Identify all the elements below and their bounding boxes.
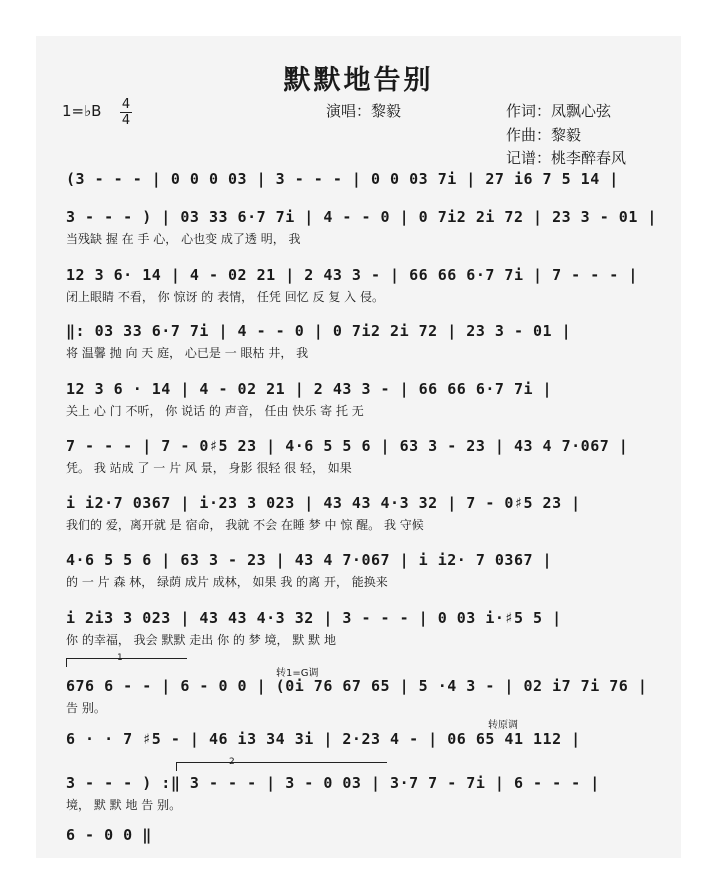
first-ending-bracket (66, 653, 187, 667)
lyrics-line: 闭上眼睛 不看， 你 惊讶 的 表情， 任凭 回忆 反 复 入 侵。 (66, 290, 384, 304)
notation-line: 12 3 6· 14 | 4 - 02 21 | 2 43 3 - | 66 66 6·7 7i | 7 - - - | (66, 266, 638, 284)
lyrics-line: 关上 心 门 不听， 你 说话 的 声音， 任由 快乐 寄 托 无 (66, 404, 364, 418)
notation-line: 6 - 0 0 ‖ (66, 826, 152, 844)
notation-line: i i2·7 0367 | i·23 3 023 | 43 43 4·3 32 | 7 - 0♯5 23 | (66, 494, 581, 512)
lyrics-line: 你 的幸福， 我会 默默 走出 你 的 梦 境， 默 默 地 (66, 633, 336, 647)
notation-line: i 2i3 3 023 | 43 43 4·3 32 | 3 - - - | 0 03 i·♯5 5 | (66, 609, 562, 627)
singer-credit: 演唱：黎毅 (326, 102, 402, 120)
first-ending-number: 1 (117, 653, 123, 663)
notation-line: 676 6 - - | 6 - 0 0 | (0i 76 67 65 | 5 ·4 3 - | 02 i7 7i 76 | (66, 677, 648, 695)
time-signature (120, 98, 132, 127)
return-key-mark: 转原调 (488, 720, 518, 731)
time-signature-top: 4 (121, 97, 131, 112)
lyricist-credit: 作词：凤飘心弦 (506, 102, 612, 120)
lyrics-line: 境， 默 默 地 告 别。 (66, 798, 182, 812)
lyrics-line: 当残缺 握 在 手 心， 心也变 成了透 明， 我 (66, 232, 301, 246)
lyrics-line: 我们的 爱，离开就 是 宿命， 我就 不会 在睡 梦 中 惊 醒。 我 守候 (66, 518, 424, 532)
composer-credit: 作曲：黎毅 (506, 126, 582, 144)
lyrics-line: 将 温馨 抛 向 天 庭， 心已是 一 眼枯 井， 我 (66, 346, 309, 360)
lyrics-line: 的 一 片 森 林， 绿荫 成片 成林， 如果 我 的离 开， 能换来 (66, 575, 388, 589)
lyrics-line: 告 别。 (66, 701, 106, 715)
score-page (36, 36, 681, 858)
second-ending-bracket (176, 757, 387, 771)
time-signature-bottom: 4 (121, 113, 131, 128)
modulation-mark: 转1=G调 (276, 668, 319, 679)
notation-line: 3 - - - ) | 03 33 6·7 7i | 4 - - 0 | 0 7i2 2i 72 | 23 3 - 01 | (66, 208, 657, 226)
notation-line: 6 · · 7 ♯5 - | 46 i3 34 3i | 2·23 4 - | 06 65 41 112 | (66, 730, 581, 748)
notation-line: (3 - - - | 0 0 0 03 | 3 - - - | 0 0 03 7i | 27 i6 7 5 14 | (66, 170, 619, 188)
notation-line: 12 3 6 · 14 | 4 - 02 21 | 2 43 3 - | 66 66 6·7 7i | (66, 380, 553, 398)
notation-line: ‖: 03 33 6·7 7i | 4 - - 0 | 0 7i2 2i 72 | 23 3 - 01 | (66, 322, 572, 340)
notation-line: 7 - - - | 7 - 0♯5 23 | 4·6 5 5 6 | 63 3 - 23 | 43 4 7·067 | (66, 437, 629, 455)
song-title: 默默地告别 (283, 65, 434, 96)
second-ending-number: 2 (229, 757, 235, 767)
key-signature: 1=♭B (62, 102, 102, 120)
transcriber-credit: 记谱：桃李醉春风 (506, 149, 627, 167)
lyrics-line: 凭。 我 站成 了 一 片 风 景， 身影 很轻 很 轻， 如果 (66, 461, 352, 475)
notation-line: 4·6 5 5 6 | 63 3 - 23 | 43 4 7·067 | i i2· 7 0367 | (66, 551, 553, 569)
notation-line: 3 - - - ) :‖ 3 - - - | 3 - 0 03 | 3·7 7 - 7i | 6 - - - | (66, 774, 600, 792)
